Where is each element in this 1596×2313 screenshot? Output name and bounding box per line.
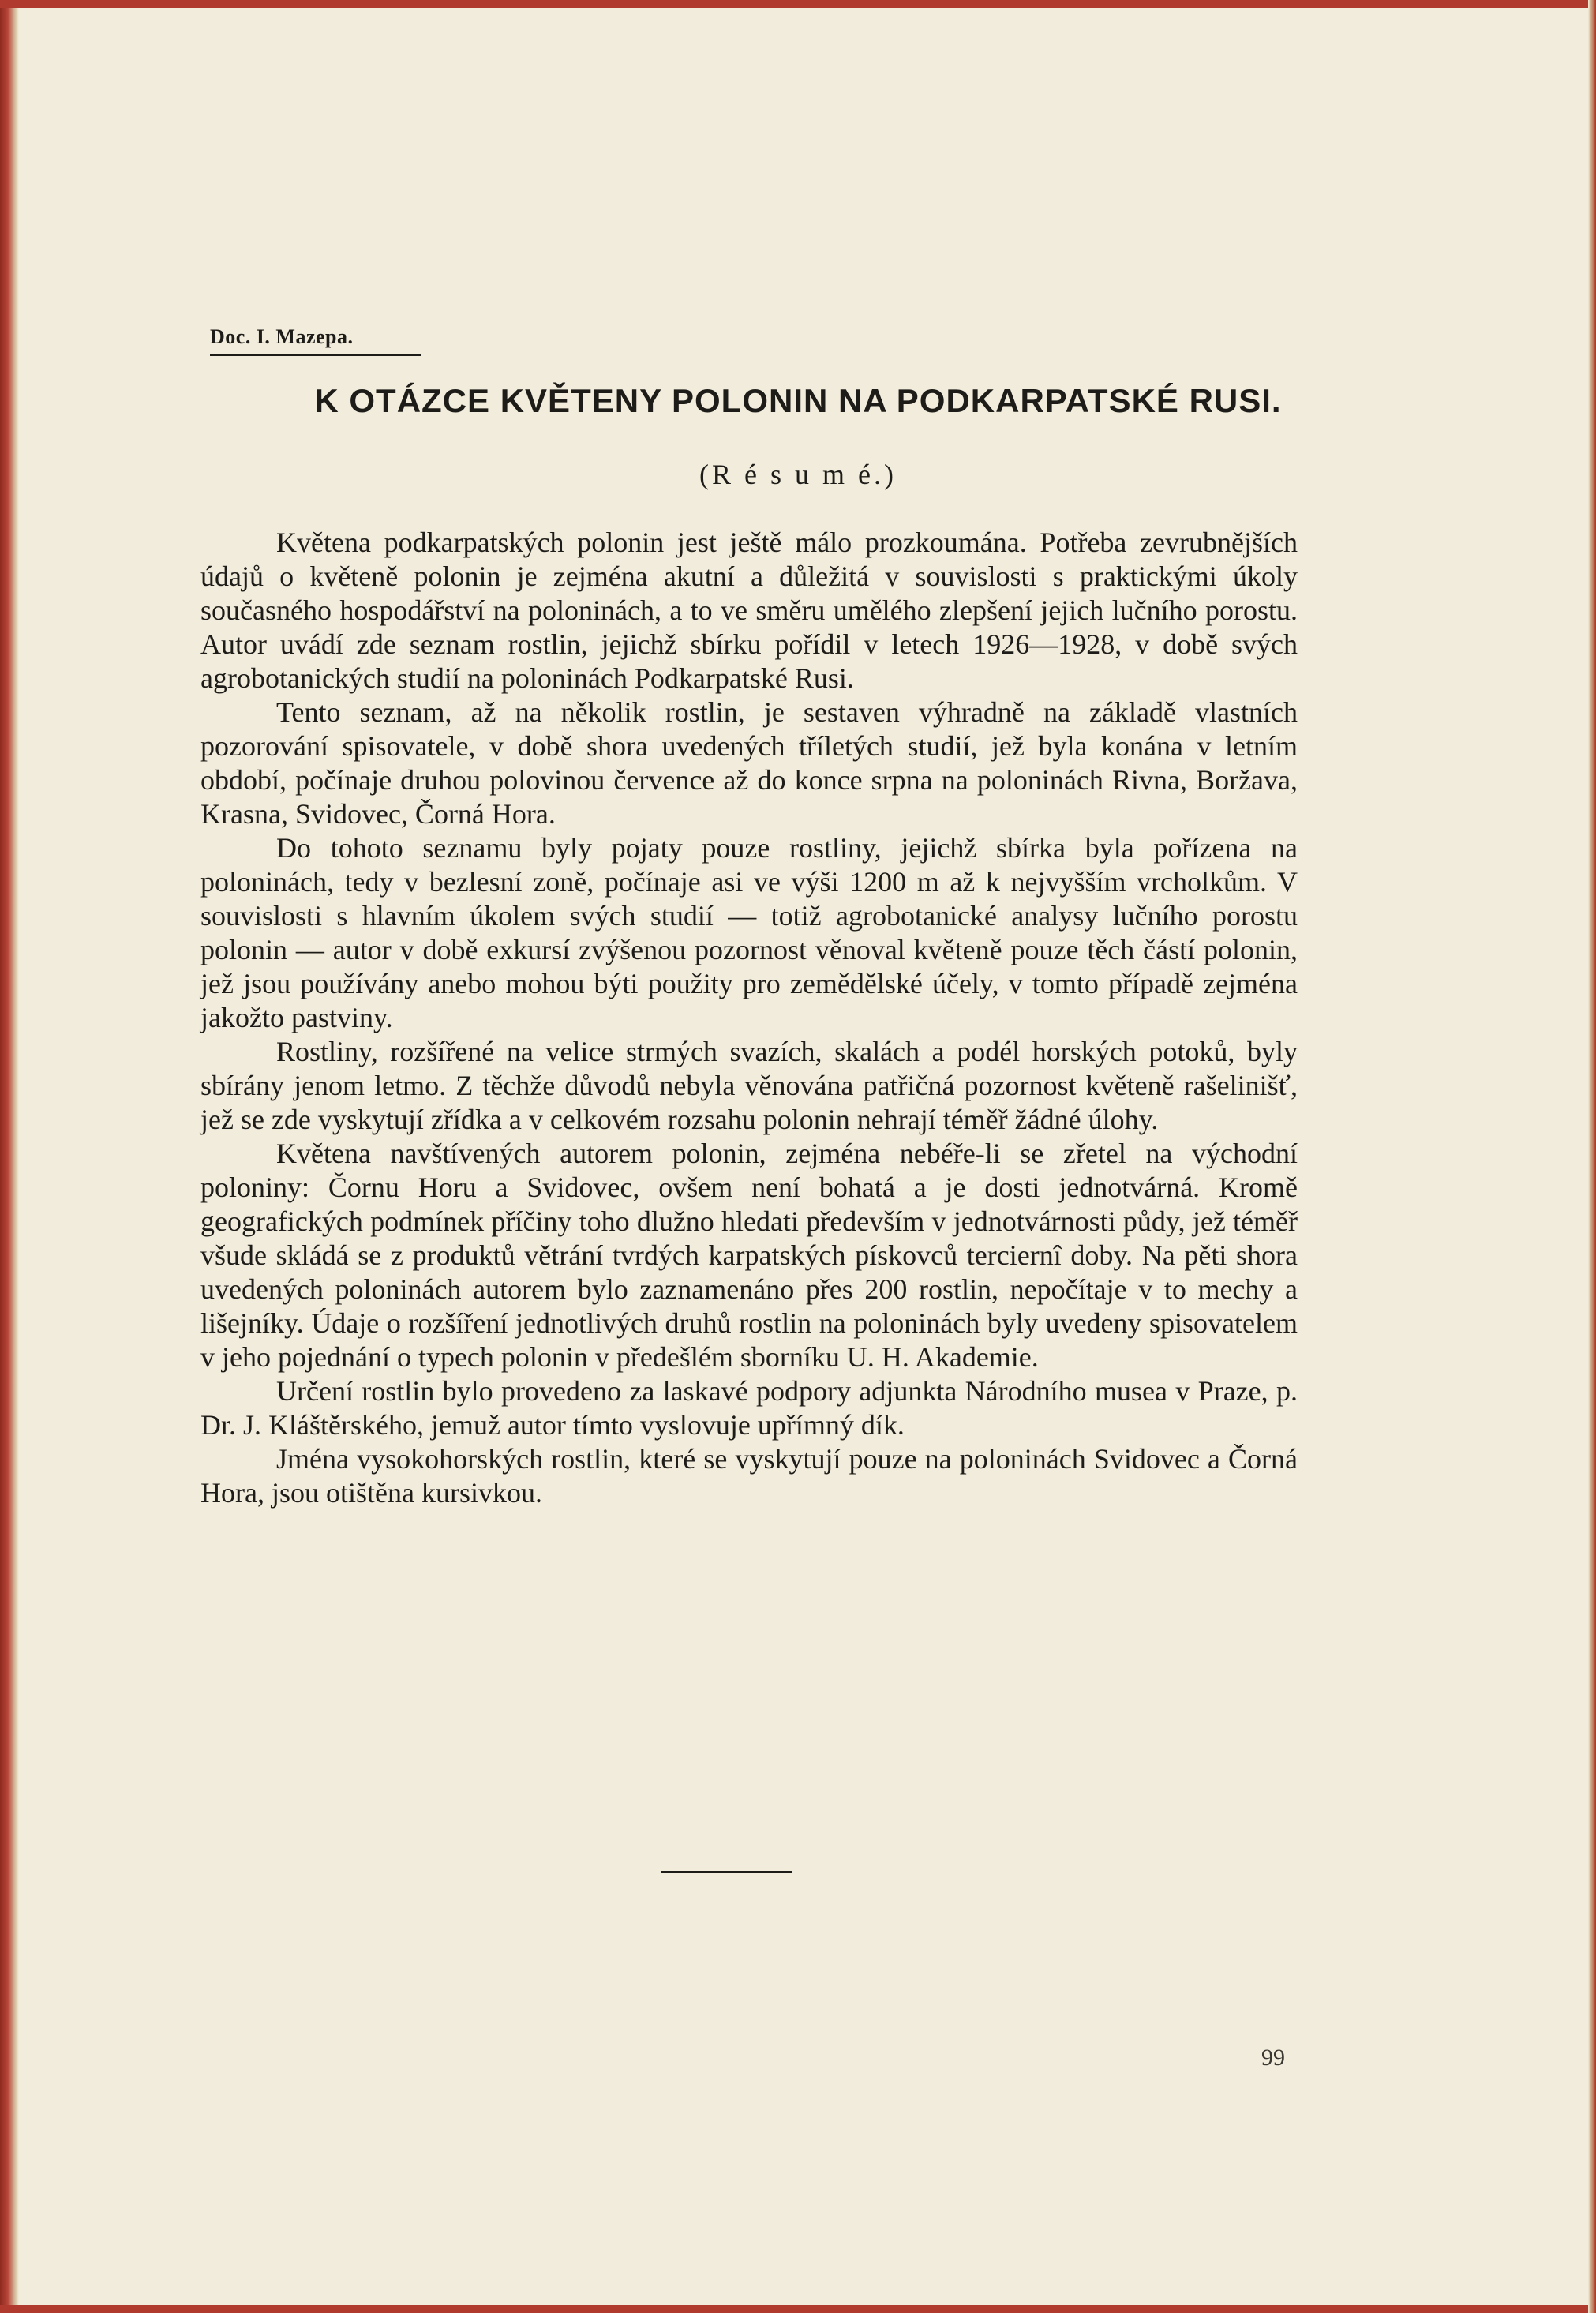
paragraph: Květena podkarpatských polonin jest ještě málo prozkoumána. Potřeba zevrubnějších údajů o květeně polonin je zejména akutní a důležitá v souvislosti s praktickými úkoly současného hospodářství na poloninách, a to ve směru umělého zlepšení jejich lučního porostu. Autor uvádí zde seznam rostlin, jejichž sbírku pořídil v letech 1926—1928, v době svých agrobotanických studií na poloninách Podkarpatské Rusi. (200, 527, 1298, 694)
bottom-edge (0, 2305, 1596, 2313)
closing-divider (661, 1871, 792, 1873)
author-underline (210, 354, 421, 356)
article-subtitle: (R é s u m é.) (699, 459, 897, 490)
article-title: K OTÁZCE KVĚTENY POLONIN NA PODKARPATSKÉ RUSI. (314, 382, 1282, 419)
top-edge (0, 0, 1596, 8)
paragraph: Jména vysokohorských rostlin, které se vyskytují pouze na poloninách Svidovec a Čorná Hora, jsou otištěna kursivkou. (200, 1443, 1298, 1509)
binding-edge (0, 0, 19, 2313)
article-body (200, 526, 1298, 1510)
page-number: 99 (1261, 2045, 1285, 2071)
paragraph: Květena navštívených autorem polonin, zejména nebéře-li se zřetel na východní poloniny: Čornu Horu a Svidovec, ovšem není bohatá a je dosti jednotvárná. Kromě geografických podmínek příčiny toho dlužno hledati především v jednotvárnosti půdy, jež téměř všude skládá se z produktů větrání tvrdých karpatských pískovců terciernî doby. Na pěti shora uvedených poloninách autorem bylo zaznamenáno přes 200 rostlin, nepočítaje v to mechy a lišejníky. Údaje o rozšíření jednotlivých druhů rostlin na poloninách byly uvedeny spisovatelem v jeho pojednání o typech polonin v předešlém sborníku U. H. Akademie. (200, 1138, 1298, 1373)
paragraph: Tento seznam, až na několik rostlin, je sestaven výhradně na základě vlastních pozorování spisovatele, v době shora uvedených tříletých studií, jež byla konána v letním období, počínaje druhou polovinou července až do konce srpna na poloninách Rivna, Boržava, Krasna, Svidovec, Čorná Hora. (200, 696, 1298, 830)
paragraph: Do tohoto seznamu byly pojaty pouze rostliny, jejichž sbírka byla pořízena na poloninách, tedy v bezlesní zoně, počínaje asi ve výši 1200 m až k nejvyšším vrcholkům. V souvislosti s hlavním úkolem svých studií — totiž agrobotanické analysy lučního porostu polonin — autor v době exkursí zvýšenou pozornost věnoval květeně pouze těch částí polonin, jež jsou používány anebo mohou býti použity pro zemědělské účely, v tomto případě zejména jakožto pastviny. (200, 832, 1298, 1033)
right-edge (1588, 0, 1596, 2313)
paragraph: Rostliny, rozšířené na velice strmých svazích, skalách a podél horských potoků, byly sbírány jenom letmo. Z těchže důvodů nebyla věnována patřičná pozornost květeně rašelinišť, jež se zde vyskytují zřídka a v celkovém rozsahu polonin nehrají téměř žádné úlohy. (200, 1036, 1298, 1135)
author-name: Doc. I. Mazepa. (210, 325, 354, 348)
paragraph: Určení rostlin bylo provedeno za laskavé podpory adjunkta Národního musea v Praze, p. Dr. J. Kláštěrského, jemuž autor tímto vyslovuje upřímný dík. (200, 1375, 1298, 1441)
